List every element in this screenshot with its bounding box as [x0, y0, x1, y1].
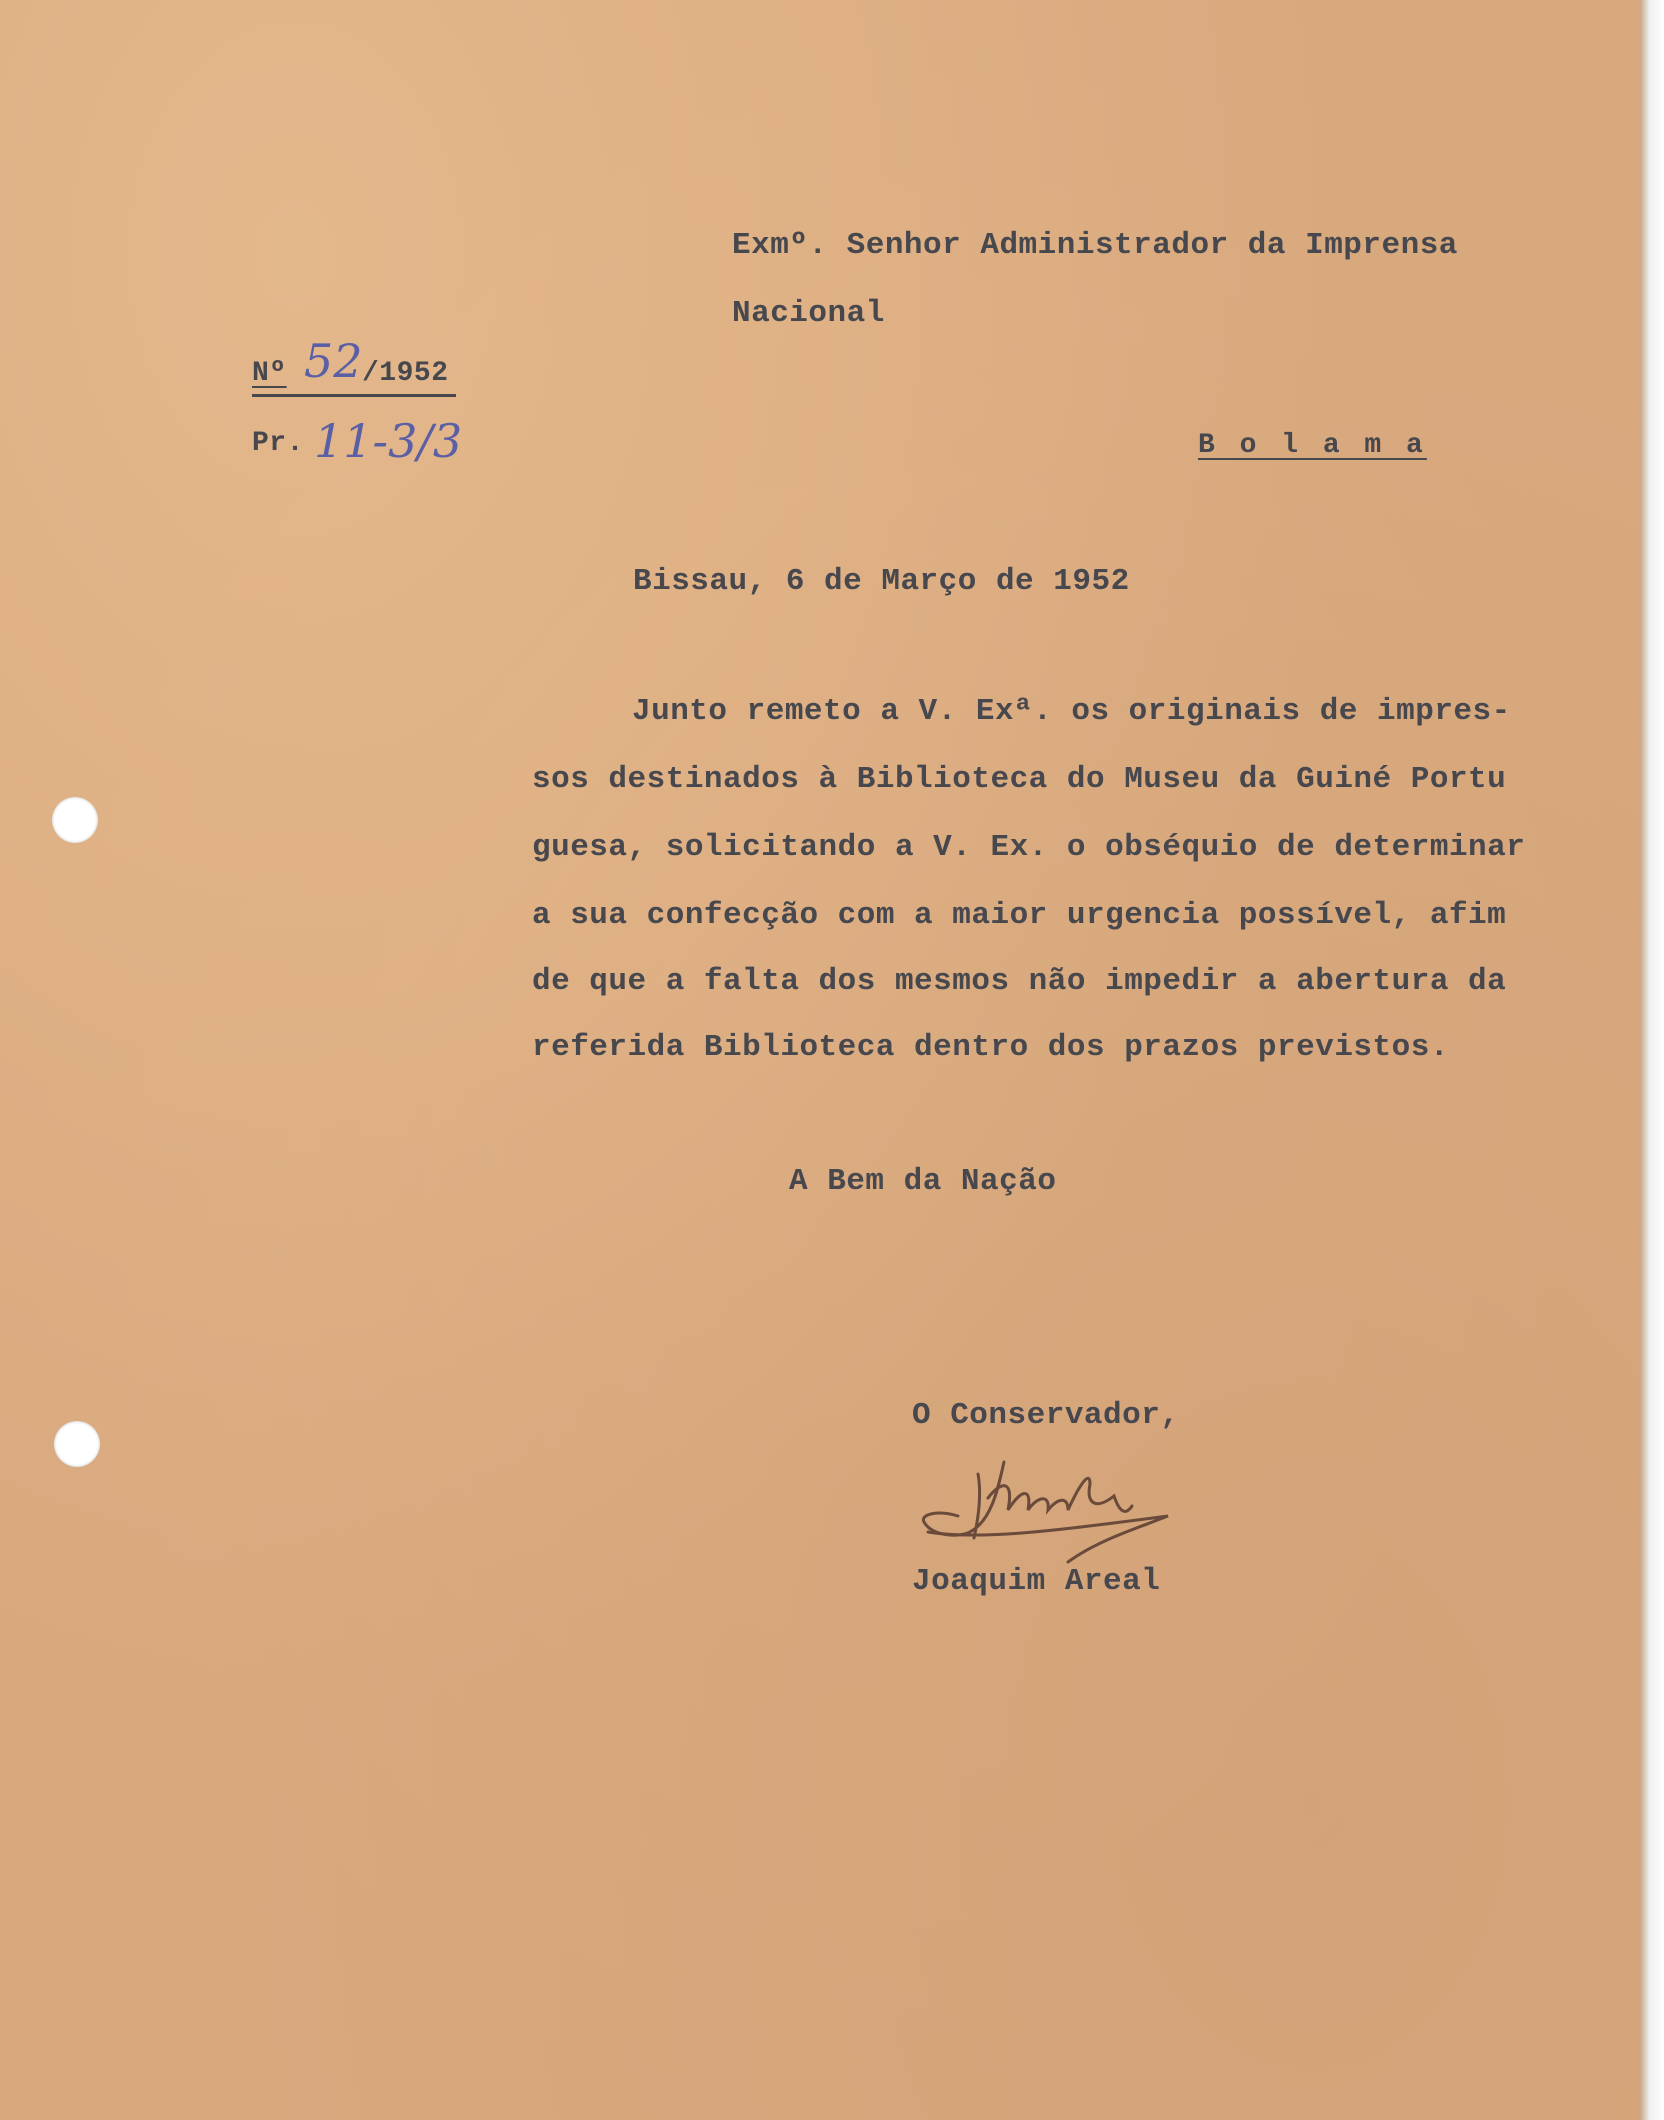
handwritten-signature	[918, 1458, 1188, 1568]
body-line-4: a sua confecção com a maior urgencia possível, afim	[532, 898, 1507, 933]
destination: B o l a m a	[1198, 430, 1427, 461]
body-line-1: Junto remeto a V. Exª. os originais de impres-	[632, 694, 1511, 729]
process-reference	[252, 414, 472, 488]
ref-process-handwritten: 11-3/3	[314, 414, 463, 468]
sign-title: O Conservador,	[912, 1398, 1180, 1433]
closing: A Bem da Nação	[789, 1164, 1057, 1199]
ref-process-prefix: Pr.	[252, 428, 304, 459]
date-line: Bissau, 6 de Março de 1952	[633, 564, 1130, 599]
addressee-line-1: Exmº. Senhor Administrador da Imprensa	[732, 228, 1458, 263]
reference-number	[252, 334, 456, 397]
ref-number-prefix: Nº	[252, 358, 287, 389]
punch-hole-top	[52, 797, 98, 843]
signature-name: Joaquim Areal	[912, 1564, 1161, 1599]
body-line-2: sos destinados à Biblioteca do Museu da Guiné Portu	[532, 762, 1507, 797]
punch-hole-bottom	[54, 1421, 100, 1467]
scan-edge	[1640, 0, 1664, 2120]
body-line-3: guesa, solicitando a V. Ex. o obséquio de determinar	[532, 830, 1526, 865]
addressee-line-2: Nacional	[732, 296, 885, 331]
body-line-6: referida Biblioteca dentro dos prazos previstos.	[532, 1030, 1449, 1065]
ref-number-handwritten: 52	[304, 334, 363, 388]
ref-number-year: /1952	[362, 358, 449, 389]
body-line-5: de que a falta dos mesmos não impedir a abertura da	[532, 964, 1507, 999]
